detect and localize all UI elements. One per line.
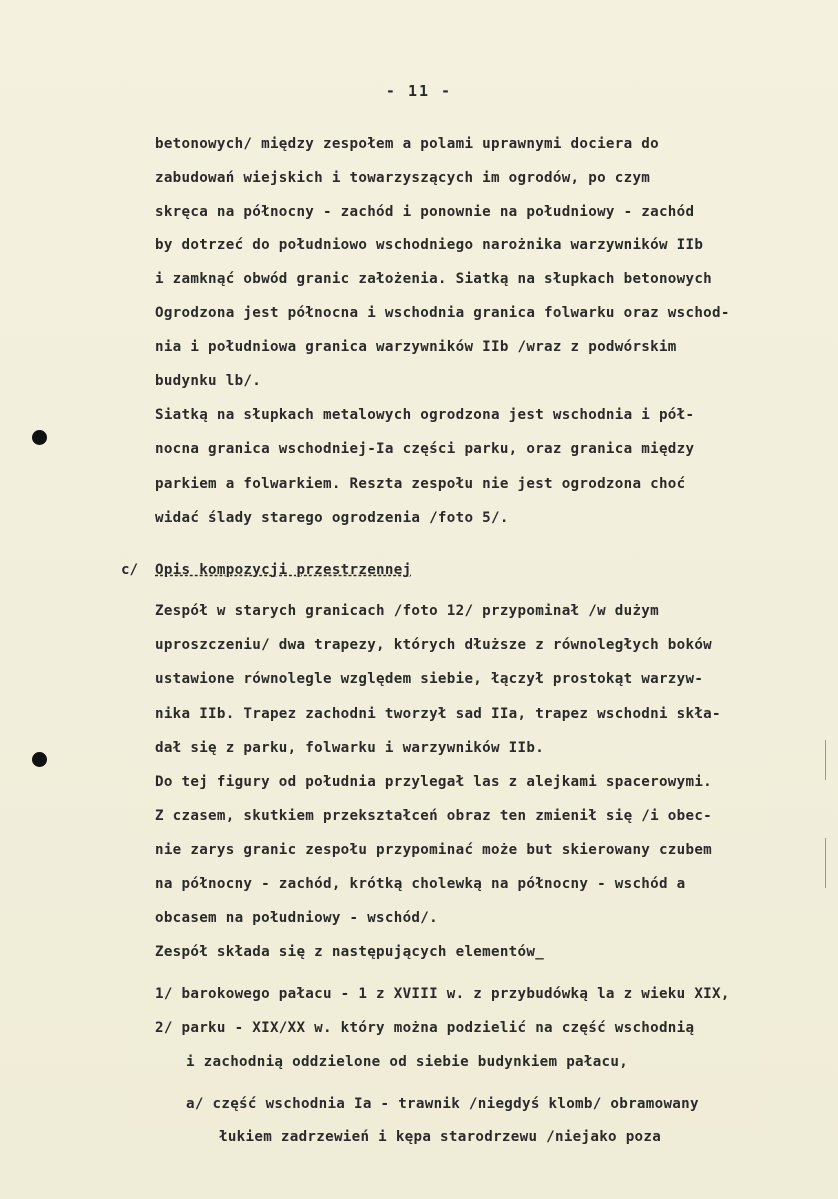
punch-hole [32,430,47,445]
text-line: zabudowań wiejskich i towarzyszących im ogrodów, po czym [155,170,651,186]
text-line: i zamknąć obwód granic założenia. Siatką na słupkach betonowych [155,271,713,287]
list-item-continuation: i zachodnią oddzielone od siebie budynkiem pałacu, [186,1054,629,1070]
section-title [155,562,411,578]
text-line: nie zarys granic zespołu przypominać może but skierowany czubem [155,842,713,858]
punch-hole [32,752,47,767]
list-item: 2/ parku - XIX/XX w. który można podzielić na część wschodnią [155,1020,695,1036]
text-line: obcasem na południowy - wschód/. [155,910,438,926]
text-line: ustawione równolegle względem siebie, łączył prostokąt warzyw- [155,671,704,687]
text-line: na północny - zachód, krótką cholewką na północny - wschód a [155,876,686,892]
section-marker: c/ [121,562,139,578]
text-line: nika IIb. Trapez zachodni tworzył sad IIa, trapez wschodni skła- [155,706,721,722]
text-line: skręca na północny - zachód i ponownie na południowy - zachód [155,204,695,220]
text-line: Do tej figury od południa przylegał las z alejkami spacerowymi. [155,774,713,790]
text-line: uproszczeniu/ dwa trapezy, których dłuższe z równoległych boków [155,637,713,653]
text-line: betonowych/ między zespołem a polami uprawnymi dociera do [155,136,659,152]
text-line: parkiem a folwarkiem. Reszta zespołu nie jest ogrodzona choć [155,476,686,492]
text-line: Ogrodzona jest północna i wschodnia granica folwarku oraz wschod- [155,305,730,321]
text-line: Siatką na słupkach metalowych ogrodzona jest wschodnia i pół- [155,407,695,423]
margin-mark [825,740,826,780]
list-item: 1/ barokowego pałacu - 1 z XVIII w. z przybudówką la z wieku XIX, [155,986,730,1002]
text-line: nocna granica wschodniej-Ia części parku, oraz granica między [155,441,695,457]
text-line: Zespół w starych granicach /foto 12/ przypominał /w dużym [155,603,659,619]
text-line: nia i południowa granica warzywników IIb /wraz z podwórskim [155,339,677,355]
text-line: Z czasem, skutkiem przekształceń obraz ten zmienił się /i obec- [155,808,713,824]
margin-mark [825,838,826,888]
text-line: budynku lb/. [155,373,262,389]
text-line: dał się z parku, folwarku i warzywników IIb. [155,740,545,756]
text-line: Zespół składa się z następujących elementów_ [155,944,545,960]
sublist-item: a/ część wschodnia Ia - trawnik /niegdyś klomb/ obramowany [186,1096,699,1112]
sublist-item-continuation: łukiem zadrzewień i kępa starodrzewu /niejako poza [219,1129,662,1145]
section-title-text: Opis kompozycji przestrzennej [155,562,412,578]
text-line: by dotrzeć do południowo wschodniego narożnika warzywników IIb [155,237,704,253]
text-line: widać ślady starego ogrodzenia /foto 5/. [155,510,509,526]
page-number: - 11 - [385,82,453,100]
